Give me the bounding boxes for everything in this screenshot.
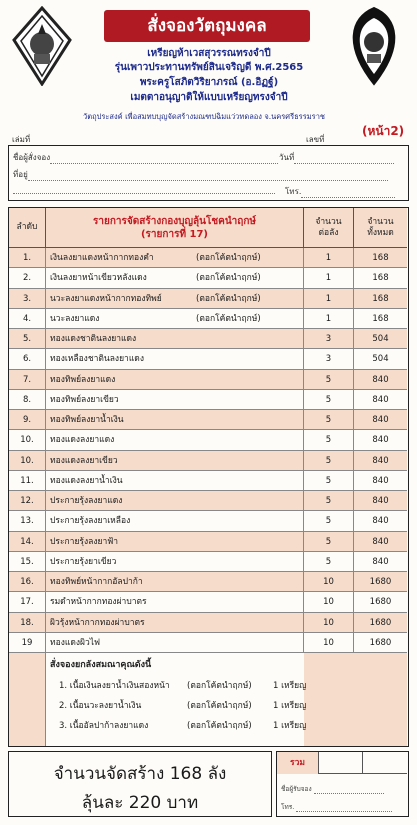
special-section-qty-cell: [304, 653, 407, 746]
order-table: [8, 207, 409, 747]
row-number: 5.: [9, 329, 46, 349]
table-row: [9, 532, 407, 552]
row-number: 3.: [9, 289, 46, 309]
row-qty-per-box: 5: [304, 451, 354, 471]
row-total: 168: [372, 313, 389, 324]
row-qty-per-box: 3: [304, 349, 354, 369]
row-number: 1.: [9, 248, 46, 268]
row-total: 1680: [369, 597, 392, 608]
special-item-2: 2. เนื้อนวะลงยาน้ำเงิน (ตอกโค้ตนำฤกษ์) 1 เหรียญ: [59, 701, 307, 711]
row-qty-per-box: 1: [304, 289, 354, 309]
row-item-name: ทองแดงลงยาน้ำเงิน: [50, 475, 123, 486]
receiver-phone-field[interactable]: โทร.: [281, 802, 392, 812]
row-item-name: ทองทิพย์ลงยาแดง: [50, 374, 116, 385]
row-item: [46, 552, 304, 572]
row-item: [46, 370, 304, 390]
header-purpose: วัตถุประสงค์ เพื่อสมทบบุญจัดสร้างมณฑปฉิมแว่วทดลอง จ.นครศรีธรรมราช: [82, 112, 326, 121]
book-number-label: เล่มที่: [12, 133, 83, 146]
row-item: [46, 349, 304, 369]
row-total: 840: [372, 496, 389, 506]
row-qty-per-box: 5: [304, 410, 354, 430]
row-item-name: ทองเหลืองชาตินลงยาแดง: [50, 354, 144, 365]
row-qty-per-box: 10: [304, 633, 354, 653]
col-header-no: ลำดับ: [9, 208, 46, 248]
receiver-name-field[interactable]: ชื่อผู้รับจอง: [281, 784, 384, 794]
page-number-label: (หน้า2): [362, 124, 405, 138]
row-number: 14.: [9, 532, 46, 552]
header-line-3: พระครูโสภิตวิริยาภรณ์ (อ.อิฏฐ์): [139, 77, 279, 88]
row-item: [46, 633, 304, 653]
row-qty-per-box: 5: [304, 430, 354, 450]
row-qty-per-box: 1: [304, 248, 354, 268]
summary-box: [276, 751, 409, 817]
row-item-name: เงินลงยาแดงหน้ากากทองคำ: [50, 253, 154, 263]
row-item-name: รมดำหน้ากากทองผ่าบาตร: [50, 597, 147, 608]
row-number: 10.: [9, 430, 46, 450]
table-row: [9, 511, 407, 531]
row-qty-per-box: 10: [304, 592, 354, 612]
row-qty-per-box: 10: [304, 572, 354, 592]
row-total: 840: [372, 455, 389, 466]
row-item-note: (ตอกโค้ตนำฤกษ์): [196, 313, 261, 324]
row-item-name: ทองทิพย์หน้ากากอัลปาก้า: [50, 577, 143, 587]
table-row: [9, 410, 407, 430]
date-field[interactable]: วันที่: [279, 151, 394, 164]
row-qty-per-box: 3: [304, 329, 354, 349]
row-item-name: ประกายรุ้งลงยาเหลือง: [50, 516, 131, 527]
row-item-name: ประกายรุ้งลงยาฟ้า: [50, 536, 119, 547]
table-row: [9, 430, 407, 450]
row-item: [46, 248, 304, 268]
row-total: 504: [372, 354, 389, 365]
header-line-4: เมตตาอนุญาติให้แบบเหรียญทรงจำปี: [130, 92, 288, 103]
row-number: 8.: [9, 390, 46, 410]
row-item: [46, 309, 304, 329]
table-row: [9, 491, 407, 511]
row-number: 12.: [9, 491, 46, 511]
order-number-label: เลขที่: [306, 133, 377, 146]
row-qty-per-box: 5: [304, 491, 354, 511]
col-header-item: รายการจัดสร้างกองบุญลุ้นโชคนำฤกษ์ (รายการที่ 17): [46, 208, 304, 248]
row-qty-per-box: 5: [304, 552, 354, 572]
row-item-name: ประกายรุ้งยาเขียว: [50, 556, 117, 567]
row-number: 2.: [9, 268, 46, 288]
row-item: [46, 410, 304, 430]
row-item-name: ทองแดงผิวไฟ: [50, 637, 101, 648]
row-total: 840: [372, 475, 389, 486]
table-row: [9, 613, 407, 633]
row-number: 16.: [9, 572, 46, 592]
table-row: [9, 471, 407, 491]
customer-info-box: [8, 145, 409, 201]
row-total: 840: [372, 374, 389, 385]
row-qty-per-box: 5: [304, 471, 354, 491]
row-item-name: ทองแดงลงยาเขียว: [50, 455, 118, 466]
row-item: [46, 491, 304, 511]
row-qty-per-box: 10: [304, 613, 354, 633]
row-item: [46, 471, 304, 491]
row-number: 9.: [9, 410, 46, 430]
row-item: [46, 572, 304, 592]
row-qty-per-box: 1: [304, 309, 354, 329]
row-item-note: (ตอกโค้ตนำฤกษ์): [196, 253, 261, 263]
table-row: [9, 329, 407, 349]
row-number: 15.: [9, 552, 46, 572]
table-row: [9, 633, 407, 653]
sum-row: [277, 752, 407, 774]
row-qty-per-box: 5: [304, 370, 354, 390]
row-number: 6.: [9, 349, 46, 369]
row-item-name: นวะลงยาแดงหน้ากากทองทิพย์: [50, 293, 162, 304]
temple-emblem-right-icon: [340, 6, 408, 86]
table-row: [9, 268, 407, 288]
row-item: [46, 329, 304, 349]
row-item: [46, 451, 304, 471]
row-total: 1680: [369, 617, 392, 628]
name-field[interactable]: ชื่อผู้สั่งจอง: [13, 151, 278, 164]
row-item: [46, 532, 304, 552]
page-title: สั่งจองวัตถุมงคล: [104, 10, 310, 42]
table-row: [9, 309, 407, 329]
row-number: 4.: [9, 309, 46, 329]
row-qty-per-box: 1: [304, 268, 354, 288]
table-row: [9, 572, 407, 592]
table-row: [9, 248, 407, 268]
row-item: [46, 430, 304, 450]
row-total: 840: [372, 516, 389, 527]
row-total: 1680: [369, 637, 392, 648]
row-item-name: ผิวรุ้งหน้ากากทองผ่าบาตร: [50, 617, 145, 628]
row-number: 13.: [9, 511, 46, 531]
row-item-name: ทองทิพย์ลงยาเขียว: [50, 394, 119, 405]
address-field[interactable]: ที่อยู่: [13, 168, 388, 181]
production-total-text: จำนวนจัดสร้าง 168 ลัง: [53, 764, 227, 784]
row-item-name: ทองแดงชาตินลงยาแดง: [50, 334, 137, 344]
row-number: 19: [9, 633, 46, 653]
table-row: [9, 552, 407, 572]
col-header-qty: จำนวนต่อลัง: [304, 208, 354, 248]
sum-label: รวม: [277, 752, 319, 774]
special-item-3: 3. เนื้ออัลปาก้าลงยาแดง (ตอกโค้ตนำฤกษ์) 1 เหรียญ: [59, 721, 307, 731]
table-row: [9, 289, 407, 309]
col-header-total: จำนวนทั้งหมด: [367, 216, 394, 238]
row-number: 17.: [9, 592, 46, 612]
row-item-name: เงินลงยาหน้าเขียวหลังแดง: [50, 273, 147, 284]
row-number: 11.: [9, 471, 46, 491]
temple-emblem-left-icon: [8, 6, 76, 86]
row-item-note: (ตอกโค้ตนำฤกษ์): [196, 293, 261, 304]
production-total-box: [8, 751, 272, 817]
row-item-name: ทองทิพย์ลงยาน้ำเงิน: [50, 415, 124, 425]
row-item: [46, 390, 304, 410]
header-line-1: เหรียญห้าเวสสุวรรณทรงจำปี: [147, 48, 271, 59]
row-total: 1680: [369, 577, 392, 587]
row-item-note: (ตอกโค้ตนำฤกษ์): [196, 273, 261, 284]
table-row: [9, 370, 407, 390]
row-qty-per-box: 5: [304, 532, 354, 552]
row-item: [46, 511, 304, 531]
row-number: 10.: [9, 451, 46, 471]
table-row: [9, 349, 407, 369]
row-item-name: นวะลงยาแดง: [50, 313, 100, 324]
row-qty-per-box: 5: [304, 390, 354, 410]
table-row: [9, 451, 407, 471]
phone-field[interactable]: โทร.: [285, 185, 395, 198]
row-total: 840: [372, 415, 389, 425]
row-total: 168: [372, 273, 389, 284]
header-line-2: รุ่นเพาวประทานทรัพย์สินเจริญดี พ.ศ.2565: [114, 62, 304, 73]
row-qty-per-box: 5: [304, 511, 354, 531]
row-number: 7.: [9, 370, 46, 390]
row-item: [46, 613, 304, 633]
row-item-name: ประกายรุ้งลงยาแดง: [50, 496, 123, 506]
table-row: [9, 592, 407, 612]
row-total: 504: [372, 334, 389, 344]
address-line-2[interactable]: [13, 185, 275, 194]
row-total: 840: [372, 536, 389, 547]
row-item: [46, 268, 304, 288]
row-total: 840: [372, 556, 389, 567]
row-number: 18.: [9, 613, 46, 633]
row-item: [46, 592, 304, 612]
row-total: 840: [372, 435, 389, 446]
price-per-box-text: ลุ้นละ 220 บาท: [81, 793, 199, 813]
row-item: [46, 289, 304, 309]
table-row: [9, 390, 407, 410]
row-item-name: ทองแดงลงยาแดง: [50, 435, 115, 446]
sum-value-field[interactable]: [319, 752, 363, 774]
row-total: 168: [372, 253, 389, 263]
special-item-1: 1. เนื้อเงินลงยาน้ำเงินสองหน้า (ตอกโค้ตนำฤกษ์) 1 เหรียญ: [59, 681, 307, 691]
special-section-heading: สั่งจองยกลังสมณาคุณดังนี้: [50, 660, 152, 670]
row-total: 168: [372, 293, 389, 304]
table-header: [9, 208, 407, 248]
row-total: 840: [372, 394, 389, 405]
special-section-no-cell: [9, 653, 46, 746]
